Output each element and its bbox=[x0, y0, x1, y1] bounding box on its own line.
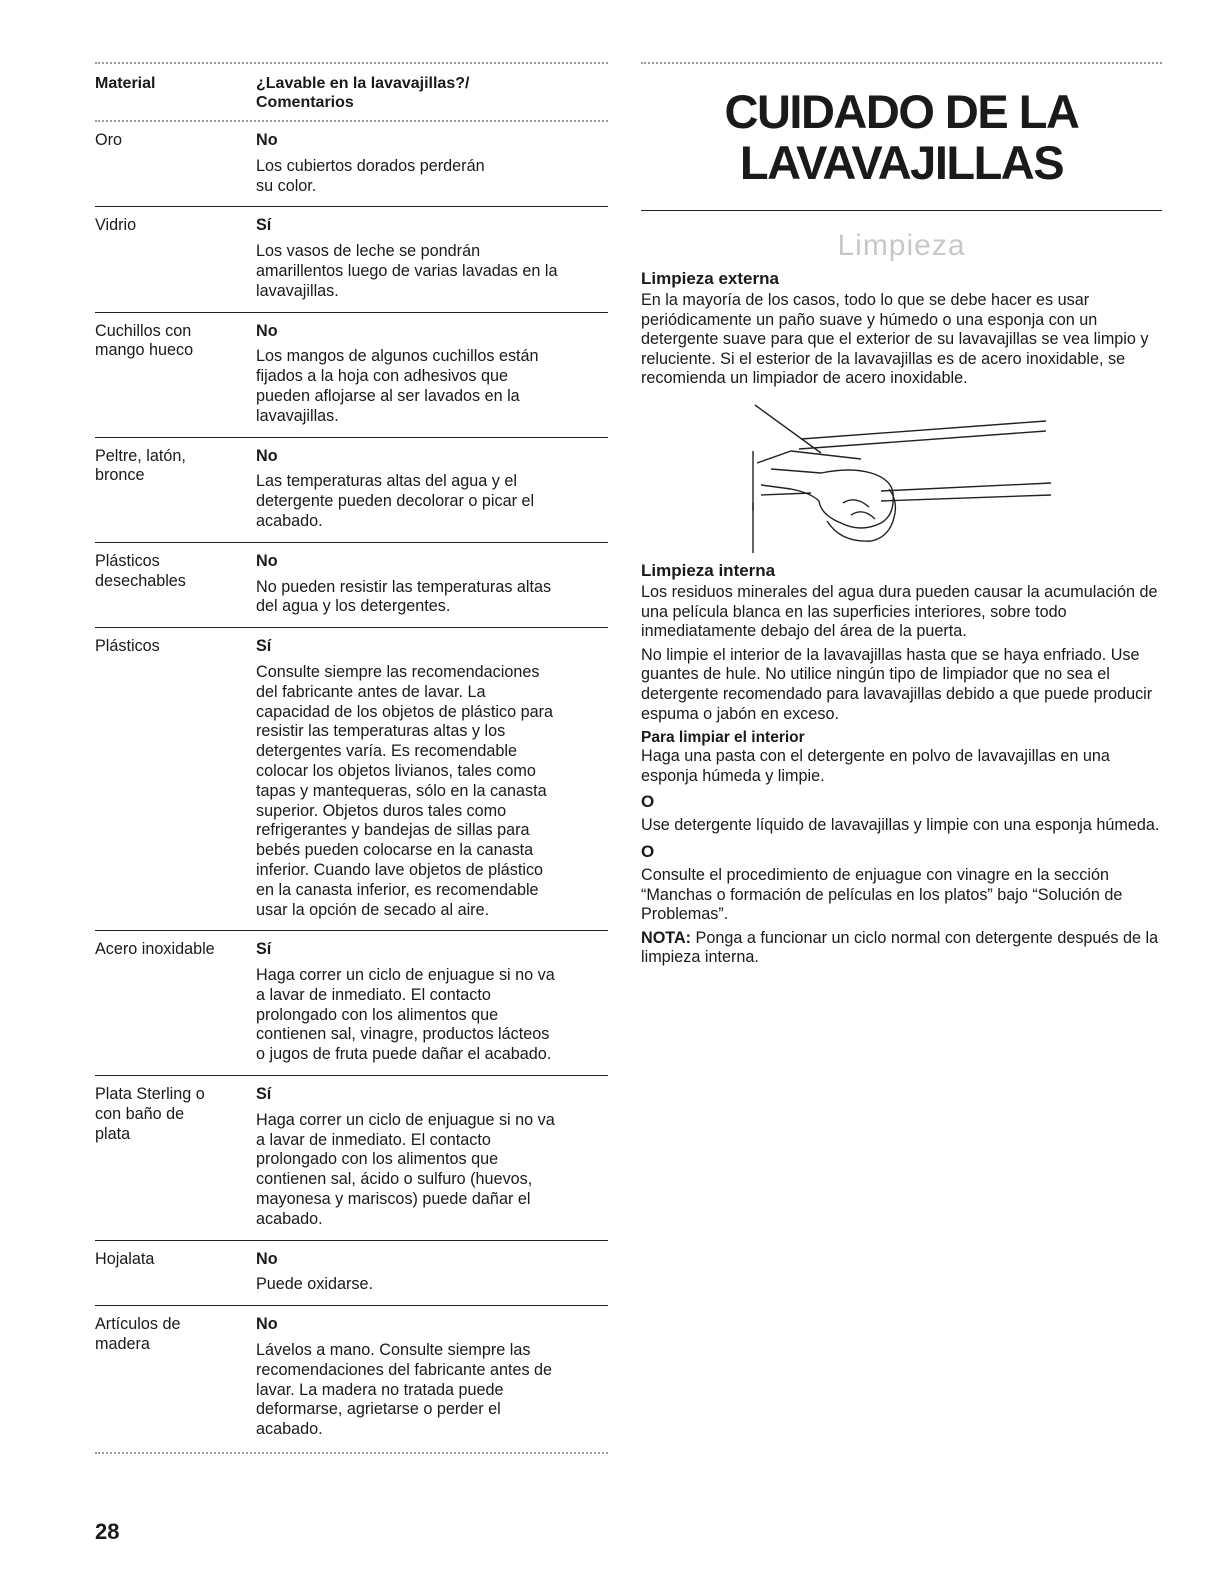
title-line-1: CUIDADO DE LA bbox=[724, 85, 1079, 138]
care-section bbox=[641, 62, 1162, 972]
comment-cell bbox=[256, 1250, 608, 1296]
table-row bbox=[95, 122, 608, 206]
table-row bbox=[95, 628, 608, 930]
material-cell: Plásticos bbox=[95, 637, 160, 656]
or-body-2: Consulte el procedimiento de enjuague con vinagre en la sección “Manchas o formación de películas en los platos” bajo “Solución de Problemas”. bbox=[641, 865, 1123, 924]
header-comments: ¿Lavable en la lavavajillas?/ Comentarios bbox=[256, 75, 470, 111]
table-row bbox=[95, 931, 608, 1075]
comment-cell bbox=[256, 940, 608, 1065]
table-row bbox=[95, 313, 608, 437]
table-body bbox=[95, 122, 608, 1450]
ext-heading: Limpieza externa bbox=[641, 269, 779, 288]
int-heading: Limpieza interna bbox=[641, 560, 776, 580]
comment-cell bbox=[256, 447, 608, 532]
comment-text: Las temperaturas altas del agua y el detergente pueden decolorar o picar el acabado. bbox=[256, 472, 535, 530]
table-row bbox=[95, 1076, 608, 1240]
table-bottom-rule bbox=[95, 1452, 608, 1454]
page-title bbox=[641, 86, 1162, 188]
comment-text: Los mangos de algunos cuchillos están fijados a la hoja con adhesivos que pueden aflojarse al ser lavados en la lavavajillas. bbox=[256, 347, 539, 425]
material-cell: Acero inoxidable bbox=[95, 940, 215, 959]
ext-body: En la mayoría de los casos, todo lo que se debe hacer es usar periódicamente un paño suave y húmedo o una esponja con un detergente suave para que el exterior de su lavavajillas se vea limpio y reluciente. Si el esterior de la lavavajillas es de acero inoxidable, se recomienda un limpiador de acero inoxidable. bbox=[641, 291, 1149, 388]
table-row bbox=[95, 543, 608, 627]
para-body: Haga una pasta con el detergente en polvo de lavavajillas en una esponja húmeda y limpie. bbox=[641, 747, 1110, 785]
table-header bbox=[95, 64, 608, 120]
or-label-1: O bbox=[641, 792, 655, 812]
washable-answer: No bbox=[256, 131, 278, 149]
material-cell: Vidrio bbox=[95, 216, 137, 235]
washable-answer: No bbox=[256, 1249, 278, 1268]
int-body-2: No limpie el interior de la lavavajillas hasta que se haya enfriado. Use guantes de hule. No utilice ningún tipo de limpiador que no sea el detergente recomendado para lavavajillas debido a que puede producir espuma o jabón en exceso. bbox=[641, 645, 1153, 723]
washable-answer: Sí bbox=[256, 940, 272, 959]
comment-cell bbox=[256, 216, 608, 301]
material-cell: Cuchillos con mango hueco bbox=[95, 321, 194, 360]
header-material: Material bbox=[95, 75, 156, 92]
material-cell: Artículos de madera bbox=[95, 1315, 181, 1354]
washable-answer: Sí bbox=[256, 1085, 272, 1104]
section-subhead: Limpieza bbox=[837, 229, 966, 262]
washable-answer: No bbox=[256, 321, 278, 340]
washable-answer: Sí bbox=[256, 637, 272, 656]
washable-answer: No bbox=[256, 1315, 278, 1334]
section-top-rule bbox=[641, 62, 1162, 64]
or-body-1: Use detergente líquido de lavavajillas y limpie con una esponja húmeda. bbox=[641, 816, 1160, 835]
table-row bbox=[95, 438, 608, 542]
material-cell: Peltre, latón, bronce bbox=[95, 446, 186, 485]
washable-answer: No bbox=[256, 446, 278, 465]
comment-text: Haga correr un ciclo de enjuague si no va a lavar de inmediato. El contacto prolongado con los alimentos que contienen sal, vinagre, productos lácteos o jugos de fruta puede dañar el acabado. bbox=[256, 966, 555, 1064]
comment-text: Haga correr un ciclo de enjuague si no va a lavar de inmediato. El contacto prolongado con los alimentos que contienen sal, ácido o sulfuro (huevos, mayonesa y mariscos) puede dañar el acabado. bbox=[256, 1110, 555, 1228]
comment-text: No pueden resistir las temperaturas altas del agua y los detergentes. bbox=[256, 577, 552, 616]
title-line-2: LAVAVAJILLAS bbox=[739, 136, 1064, 189]
comment-cell bbox=[256, 637, 608, 920]
comment-cell bbox=[256, 1315, 608, 1440]
table-row bbox=[95, 1306, 608, 1450]
comment-cell bbox=[256, 1085, 608, 1230]
comment-cell bbox=[256, 131, 608, 196]
table-row bbox=[95, 207, 608, 311]
comment-text: Consulte siempre las recomendaciones del fabricante antes de lavar. La capacidad de los objetos de plástico para resistir las temperaturas altas y los detergentes varía. Es recomendable colocar los objetos livianos, tales como tapas y mantequeras, sólo en la canasta superior. Objetos duros tales como refrigerantes y bandejas de sillas para bebés pueden colocarse en la canasta inferior. Cuando lave objetos de plástico en la canasta inferior, es recomendable usar la opción de secado al aire. bbox=[256, 662, 553, 919]
material-cell: Plásticos desechables bbox=[95, 551, 186, 590]
comment-text: Los vasos de leche se pondrán amarillentos luego de varias lavadas en la lavavajillas. bbox=[256, 242, 558, 300]
material-cell: Oro bbox=[95, 131, 122, 149]
title-rule bbox=[641, 210, 1162, 211]
nota-label: NOTA: bbox=[641, 928, 692, 947]
comment-cell bbox=[256, 552, 608, 617]
comment-text: Puede oxidarse. bbox=[256, 1275, 373, 1294]
material-cell: Plata Sterling o con baño de plata bbox=[95, 1085, 205, 1143]
int-body-1: Los residuos minerales del agua dura pueden causar la acumulación de una película blanca en las superficies interiores, sobre todo inmediatamente debajo del área de la puerta. bbox=[641, 582, 1158, 641]
nota-body: Ponga a funcionar un ciclo normal con detergente después de la limpieza interna. bbox=[641, 928, 1159, 967]
table-row bbox=[95, 1241, 608, 1306]
para-heading: Para limpiar el interior bbox=[641, 729, 805, 747]
washable-answer: Sí bbox=[256, 216, 272, 235]
comment-text: Lávelos a mano. Consulte siempre las recomendaciones del fabricante antes de lavar. La madera no tratada puede deformarse, agrietarse o perder el acabado. bbox=[256, 1341, 553, 1439]
page-number: 28 bbox=[95, 1519, 120, 1544]
or-label-2: O bbox=[641, 841, 655, 861]
material-cell: Hojalata bbox=[95, 1249, 155, 1268]
comment-cell bbox=[256, 322, 608, 427]
cleaning-illustration bbox=[731, 403, 1061, 555]
nota bbox=[641, 929, 1162, 968]
comment-text: Los cubiertos dorados perderán su color. bbox=[256, 156, 485, 195]
washable-answer: No bbox=[256, 551, 278, 570]
material-table bbox=[95, 62, 608, 1454]
